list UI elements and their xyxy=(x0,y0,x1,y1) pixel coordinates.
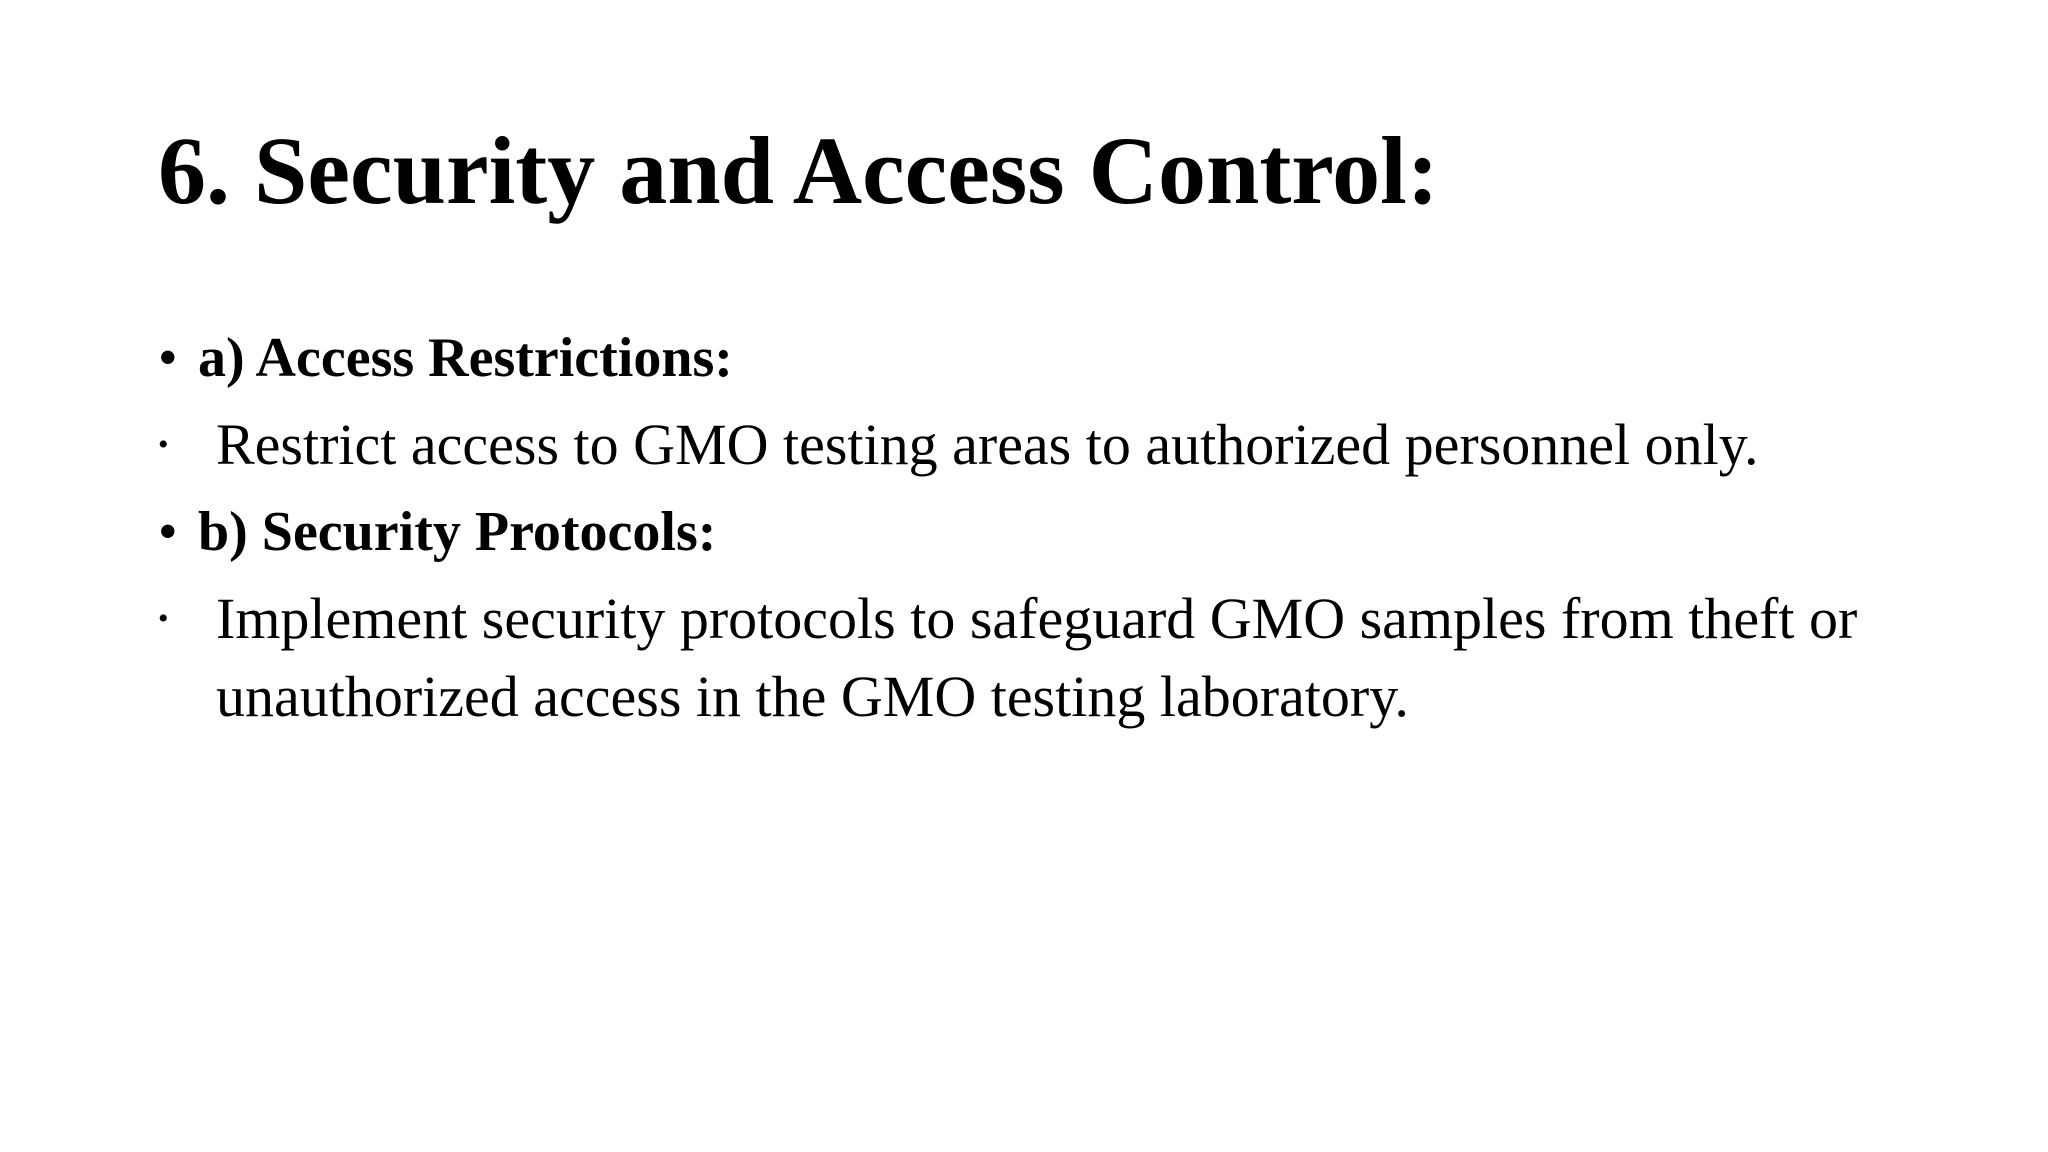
heading-access-restrictions: a) Access Restrictions: xyxy=(198,327,733,389)
list-item-security-protocols-detail xyxy=(158,580,1958,736)
bullet-icon: • xyxy=(158,602,169,635)
bullet-icon: • xyxy=(158,501,178,563)
bullet-list xyxy=(158,320,1958,736)
slide-title: 6. Security and Access Control: xyxy=(158,117,1439,224)
bullet-icon: • xyxy=(158,428,169,461)
list-item-security-protocols-heading xyxy=(158,494,1958,570)
heading-security-protocols: b) Security Protocols: xyxy=(198,501,717,563)
list-item-access-restrictions-detail xyxy=(158,406,1958,484)
bullet-icon: • xyxy=(158,327,178,389)
list-item-access-restrictions-heading xyxy=(158,320,1958,396)
text-security-protocols-detail: Implement security protocols to safeguard GMO samples from theft or unauthorized access in the GMO testing laboratory. xyxy=(216,586,1858,729)
text-access-restrictions-detail: Restrict access to GMO testing areas to authorized personnel only. xyxy=(216,412,1759,477)
